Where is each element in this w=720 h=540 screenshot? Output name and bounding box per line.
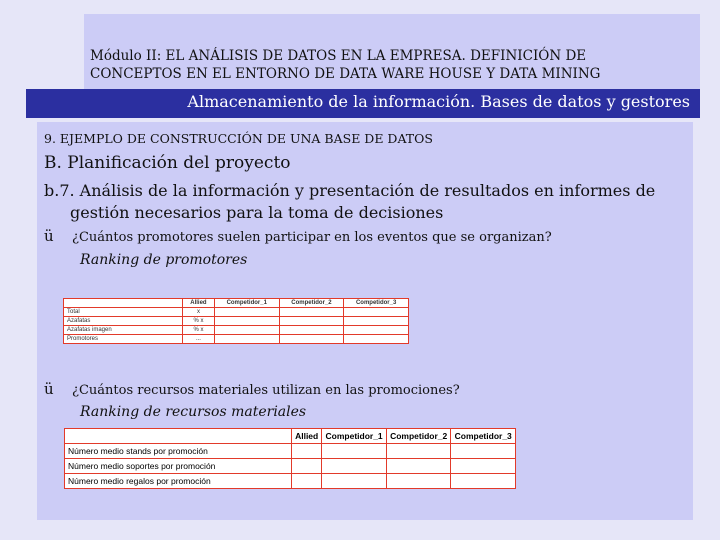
table-header-row <box>64 299 409 308</box>
table-header-cell: Competidor_3 <box>344 299 409 308</box>
table-cell <box>451 459 516 474</box>
section-b7-line-2: gestión necesarios para la toma de decisiones <box>70 203 444 222</box>
table-cell <box>386 474 451 489</box>
table-header-cell: Competidor_2 <box>386 429 451 444</box>
question-1-text: ¿Cuántos promotores suelen participar en los eventos que se organizan? <box>72 230 552 245</box>
table-cell <box>451 444 516 459</box>
table-cell <box>344 317 409 326</box>
table-cell: ... <box>183 335 215 344</box>
ranking-1-title: Ranking de promotores <box>80 252 248 268</box>
table-cell: % x <box>183 317 215 326</box>
table-header-cell: Allied <box>183 299 215 308</box>
table-row-label: Número medio regalos por promoción <box>65 474 292 489</box>
table-cell <box>344 326 409 335</box>
table-cell <box>279 326 344 335</box>
table-cell: % x <box>183 326 215 335</box>
table-cell: x <box>183 308 215 317</box>
table-row <box>64 326 409 335</box>
table-header-cell: Competidor_2 <box>279 299 344 308</box>
table-header-cell: Allied <box>292 429 322 444</box>
table-cell <box>344 308 409 317</box>
question-2-text: ¿Cuántos recursos materiales utilizan en las promociones? <box>72 383 460 398</box>
section-b7-line-1: b.7. Análisis de la información y presentación de resultados en informes de <box>44 181 656 200</box>
table-row <box>64 335 409 344</box>
table-cell <box>292 444 322 459</box>
table-row-label: Número medio stands por promoción <box>65 444 292 459</box>
checkmark-icon: ü <box>44 227 54 245</box>
table-cell <box>292 474 322 489</box>
table-header-cell <box>65 429 292 444</box>
ranking-2-title: Ranking de recursos materiales <box>80 404 307 420</box>
table-cell <box>386 444 451 459</box>
table-row <box>65 474 516 489</box>
table-cell <box>214 335 279 344</box>
table-row-label: Azafatas <box>64 317 183 326</box>
table-row-label: Número medio soportes por promoción <box>65 459 292 474</box>
table-cell <box>214 308 279 317</box>
table-row <box>65 459 516 474</box>
table-header-cell: Competidor_1 <box>322 429 387 444</box>
table-row-label: Promotores <box>64 335 183 344</box>
table-row <box>64 308 409 317</box>
table-cell <box>214 326 279 335</box>
table-cell <box>344 335 409 344</box>
table-cell <box>292 459 322 474</box>
module-title-line-1: Módulo II: EL ANÁLISIS DE DATOS EN LA EMPRESA. DEFINICIÓN DE <box>90 48 587 64</box>
table-row <box>65 444 516 459</box>
table-header-row <box>65 429 516 444</box>
table-cell <box>451 474 516 489</box>
banner-title: Almacenamiento de la información. Bases de datos y gestores <box>187 92 690 111</box>
resources-ranking-table <box>64 428 516 489</box>
table-header-cell: Competidor_1 <box>214 299 279 308</box>
table-cell <box>322 459 387 474</box>
section-banner <box>26 89 700 118</box>
section-9-heading: 9. EJEMPLO DE CONSTRUCCIÓN DE UNA BASE DE DATOS <box>44 131 433 146</box>
module-title-line-2: CONCEPTOS EN EL ENTORNO DE DATA WARE HOUSE Y DATA MINING <box>90 66 601 82</box>
table-cell <box>322 474 387 489</box>
table-cell <box>279 335 344 344</box>
table-cell <box>322 444 387 459</box>
checkmark-icon: ü <box>44 380 54 398</box>
table-header-cell: Competidor_3 <box>451 429 516 444</box>
table-cell <box>279 317 344 326</box>
question-1 <box>44 227 552 245</box>
table-cell <box>214 317 279 326</box>
module-title <box>90 47 690 83</box>
table-header-cell <box>64 299 183 308</box>
table-cell <box>386 459 451 474</box>
table-row-label: Azafatas imagen <box>64 326 183 335</box>
promoters-ranking-table <box>63 298 409 344</box>
table-row-label: Total <box>64 308 183 317</box>
question-2 <box>44 380 460 398</box>
table-cell <box>279 308 344 317</box>
table-row <box>64 317 409 326</box>
section-b-heading: B. Planificación del proyecto <box>44 153 291 173</box>
section-b7-heading <box>44 180 684 224</box>
